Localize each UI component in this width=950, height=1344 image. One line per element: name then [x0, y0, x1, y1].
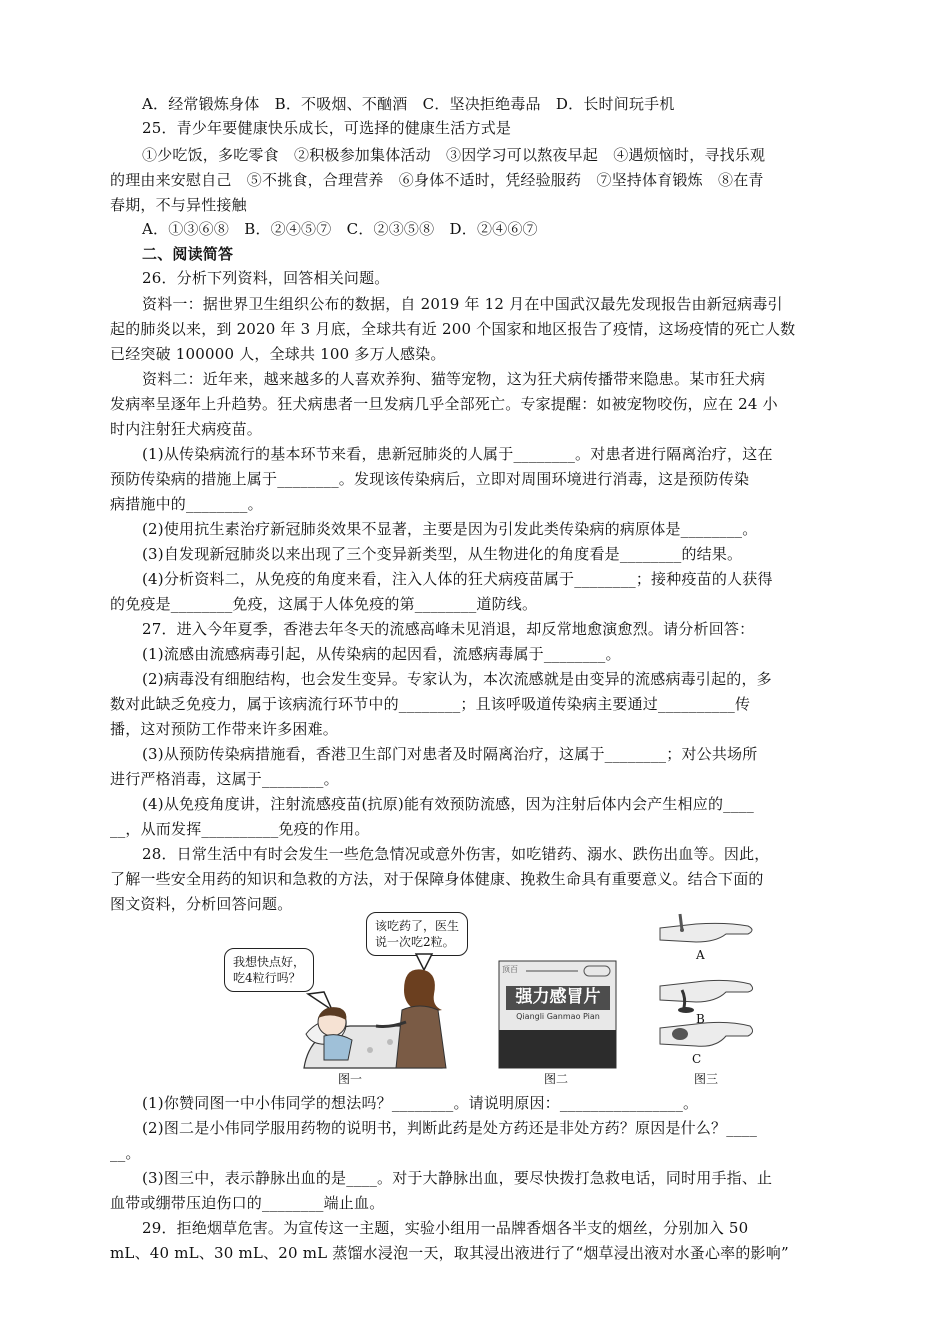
q26-part-4: (4)分析资料二，从免疫的角度来看，注入人体的狂犬病疫苗属于________；接种疫苗的人获得 — [142, 570, 773, 588]
q29-stem: 29．拒绝烟草危害。为宣传这一主题，实验小组用一品牌香烟各半支的烟丝，分别加入 50 — [142, 1219, 749, 1237]
q26-part-3: (3)自发现新冠肺炎以来出现了三个变异新类型，从生物进化的角度看是________的结果。 — [142, 545, 743, 563]
q26-part-1: (1)从传染病流行的基本环节来看，患新冠肺炎的人属于________。对患者进行隔离治疗，这在 — [142, 445, 773, 463]
illustration-child-mother — [220, 910, 480, 1070]
q25-options: A．①③⑥⑧ B．②④⑤⑦ C．②③⑤⑧ D．②④⑥⑦ — [142, 220, 538, 238]
bubble-text: 吃4粒行吗？ — [233, 971, 301, 985]
q26-material-2: 发病率呈逐年上升趋势。狂犬病患者一旦发病几乎全部死亡。专家提醒：如被宠物咬伤，应在 24 小 — [110, 395, 778, 413]
q28-part-1: (1)你赞同图一中小伟同学的想法吗？________。请说明原因：________________。 — [142, 1094, 699, 1112]
q27-part-3: (3)从预防传染病措施看，香港卫生部门对患者及时隔离治疗，这属于________；对公共场所 — [142, 745, 758, 763]
q27-part-4: __，从而发挥__________免疫的作用。 — [110, 820, 370, 838]
q26-material-1: 起的肺炎以来，到 2020 年 3 月底，全球共有近 200 个国家和地区报告了疫情，这场疫情的死亡人数 — [110, 320, 796, 338]
q26-material-2: 资料二：近年来，越来越多的人喜欢养狗、猫等宠物，这为狂犬病传播带来隐患。某市狂犬病 — [142, 370, 766, 388]
q26-part-2: (2)使用抗生素治疗新冠肺炎效果不显著，主要是因为引发此类传染病的病原体是________。 — [142, 520, 758, 538]
q28-stem: 图文资料，分析回答问题。 — [110, 895, 293, 913]
q28-part-2: __。 — [110, 1144, 141, 1162]
medicine-brand: 顶百 — [502, 965, 518, 974]
q26-part-1: 预防传染病的措施上属于________。发现该传染病后，立即对周围环境进行消毒，这是预防传染 — [110, 470, 750, 488]
q29-stem: mL、40 mL、30 mL、20 mL 蒸馏水浸泡一天，取其浸出液进行了“烟草浸出液对水蚤心率的影响” — [110, 1244, 789, 1262]
q25-line: 春期，不与异性接触 — [110, 196, 247, 214]
q28-part-3: 血带或绷带压迫伤口的________端止血。 — [110, 1194, 385, 1212]
q25-stem: 25．青少年要健康快乐成长，可选择的健康生活方式是 — [142, 119, 512, 137]
q26-material-1: 资料一：据世界卫生组织公布的数据，自 2019 年 12 月在中国武汉最先发现报告由新冠病毒引 — [142, 295, 783, 313]
q26-material-1: 已经突破 100000 人，全球共 100 多万人感染。 — [110, 345, 446, 363]
q28-stem: 28．日常生活中有时会发生一些危急情况或意外伤害，如吃错药、溺水、跌伤出血等。因此， — [142, 845, 770, 863]
q27-stem: 27．进入今年夏季，香港去年冬天的流感高峰未见消退，却反常地愈演愈烈。请分析回答： — [142, 620, 755, 638]
q27-part-1: (1)流感由流感病毒引起，从传染病的起因看，流感病毒属于________。 — [142, 645, 621, 663]
wound-label-a: A — [696, 948, 705, 962]
q28-stem: 了解一些安全用药的知识和急救的方法，对于保障身体健康、挽救生命具有重要意义。结合下面的 — [110, 870, 764, 888]
q27-part-2: 数对此缺乏免疫力，属于该病流行环节中的________；且该呼吸道传染病主要通过__________传 — [110, 695, 751, 713]
figure-2 — [498, 960, 618, 1090]
q28-part-3: (3)图三中，表示静脉出血的是____。对于大静脉出血，要尽快拨打急救电话，同时用手指、止 — [142, 1169, 773, 1187]
bubble-text: 该吃药了，医生 — [375, 919, 460, 933]
q25-line: ①少吃饭，多吃零食 ②积极参加集体活动 ③因学习可以熬夜早起 ④遇烦恼时，寻找乐观 — [142, 146, 766, 164]
q28-figures — [220, 910, 760, 1092]
figure-3 — [656, 912, 760, 1092]
q25-line: 的理由来安慰自己 ⑤不挑食，合理营养 ⑥身体不适时，凭经验服药 ⑦坚持体育锻炼 ⑧在青 — [110, 171, 764, 189]
figure-3-caption: 图三 — [694, 1072, 719, 1086]
hand-bleeding-illustrations — [656, 912, 760, 1072]
q27-part-4: (4)从免疫角度讲，注射流感疫苗(抗原)能有效预防流感，因为注射后体内会产生相应的____ — [142, 795, 754, 813]
figure-1 — [220, 910, 480, 1086]
q27-part-3: 进行严格消毒，这属于________。 — [110, 770, 339, 788]
q26-stem: 26．分析下列资料，回答相关问题。 — [142, 269, 390, 287]
q26-part-1: 病措施中的________。 — [110, 495, 263, 513]
bubble-text: 我想快点好， — [233, 955, 306, 969]
q24-options: A．经常锻炼身体 B．不吸烟、不酗酒 C．坚决拒绝毒品 D．长时间玩手机 — [142, 95, 675, 113]
wound-label-c: C — [692, 1052, 702, 1066]
q27-part-2: 播，这对预防工作带来许多困难。 — [110, 720, 339, 738]
q26-part-4: 的免疫是________免疫，这属于人体免疫的第________道防线。 — [110, 595, 538, 613]
figure-2-caption: 图二 — [544, 1072, 569, 1086]
bubble-text: 说一次吃2粒。 — [375, 935, 455, 949]
medicine-pinyin: Qiangli Ganmao Pian — [516, 1012, 600, 1021]
medicine-name: 强力感冒片 — [515, 987, 601, 1007]
wound-label-b: B — [696, 1012, 705, 1026]
q28-part-2: (2)图二是小伟同学服用药物的说明书，判断此药是处方药还是非处方药？原因是什么？____ — [142, 1119, 758, 1137]
q26-material-2: 时内注射狂犬病疫苗。 — [110, 420, 263, 438]
figure-1-caption: 图一 — [338, 1072, 363, 1086]
q27-part-2: (2)病毒没有细胞结构，也会发生变异。专家认为，本次流感就是由变异的流感病毒引起的，多 — [142, 670, 772, 688]
section-title: 二、阅读简答 — [142, 245, 234, 263]
